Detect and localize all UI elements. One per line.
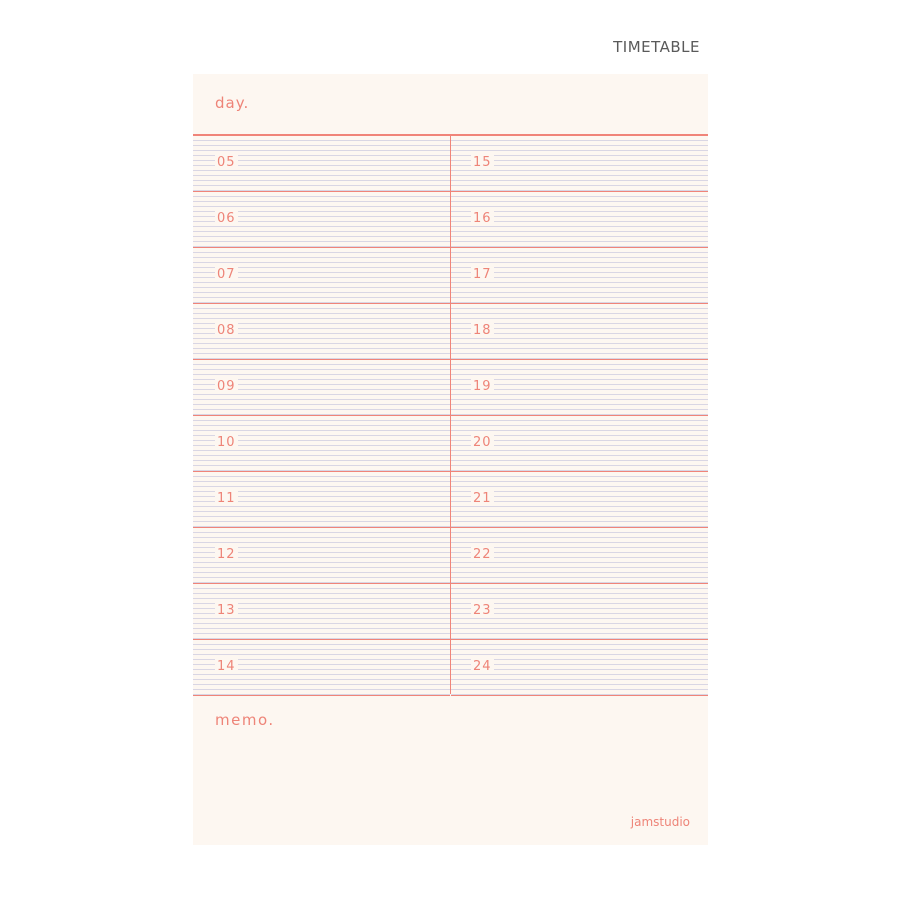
hour-label: 08 xyxy=(217,323,236,338)
hour-label: 06 xyxy=(217,211,236,226)
hour-grid xyxy=(193,136,708,694)
hour-label: 22 xyxy=(473,547,492,562)
hour-row[interactable] xyxy=(451,248,708,304)
hour-label: 12 xyxy=(217,547,236,562)
day-header xyxy=(193,74,708,136)
hour-label: 10 xyxy=(217,435,236,450)
hour-row[interactable] xyxy=(193,136,450,192)
hour-label: 23 xyxy=(473,603,492,618)
hour-row[interactable] xyxy=(451,192,708,248)
hour-row[interactable] xyxy=(193,248,450,304)
hour-row[interactable] xyxy=(193,304,450,360)
day-label: day. xyxy=(215,94,250,112)
hour-row[interactable] xyxy=(451,304,708,360)
hour-label: 18 xyxy=(473,323,492,338)
hour-label: 19 xyxy=(473,379,492,394)
timetable-sheet xyxy=(193,74,708,845)
hour-label: 07 xyxy=(217,267,236,282)
hour-label: 21 xyxy=(473,491,492,506)
hour-row[interactable] xyxy=(193,640,450,696)
hour-label: 16 xyxy=(473,211,492,226)
hour-row[interactable] xyxy=(451,640,708,696)
hour-label: 09 xyxy=(217,379,236,394)
hour-row[interactable] xyxy=(451,416,708,472)
hour-row[interactable] xyxy=(451,472,708,528)
page-title: TIMETABLE xyxy=(613,38,700,56)
hour-row[interactable] xyxy=(193,416,450,472)
hour-row[interactable] xyxy=(451,360,708,416)
hour-label: 11 xyxy=(217,491,236,506)
hour-label: 15 xyxy=(473,155,492,170)
hour-row[interactable] xyxy=(193,584,450,640)
memo-label: memo. xyxy=(215,711,275,729)
hour-label: 24 xyxy=(473,659,492,674)
hour-row[interactable] xyxy=(193,472,450,528)
hour-label: 13 xyxy=(217,603,236,618)
hour-row[interactable] xyxy=(193,360,450,416)
hour-column-left xyxy=(193,136,450,694)
hour-row[interactable] xyxy=(451,584,708,640)
hour-row[interactable] xyxy=(193,192,450,248)
hour-label: 05 xyxy=(217,155,236,170)
hour-label: 20 xyxy=(473,435,492,450)
hour-row[interactable] xyxy=(451,136,708,192)
hour-column-right xyxy=(451,136,708,694)
hour-row[interactable] xyxy=(193,528,450,584)
hour-row[interactable] xyxy=(451,528,708,584)
hour-label: 17 xyxy=(473,267,492,282)
hour-label: 14 xyxy=(217,659,236,674)
brand-logo-text: jamstudio xyxy=(630,815,690,829)
